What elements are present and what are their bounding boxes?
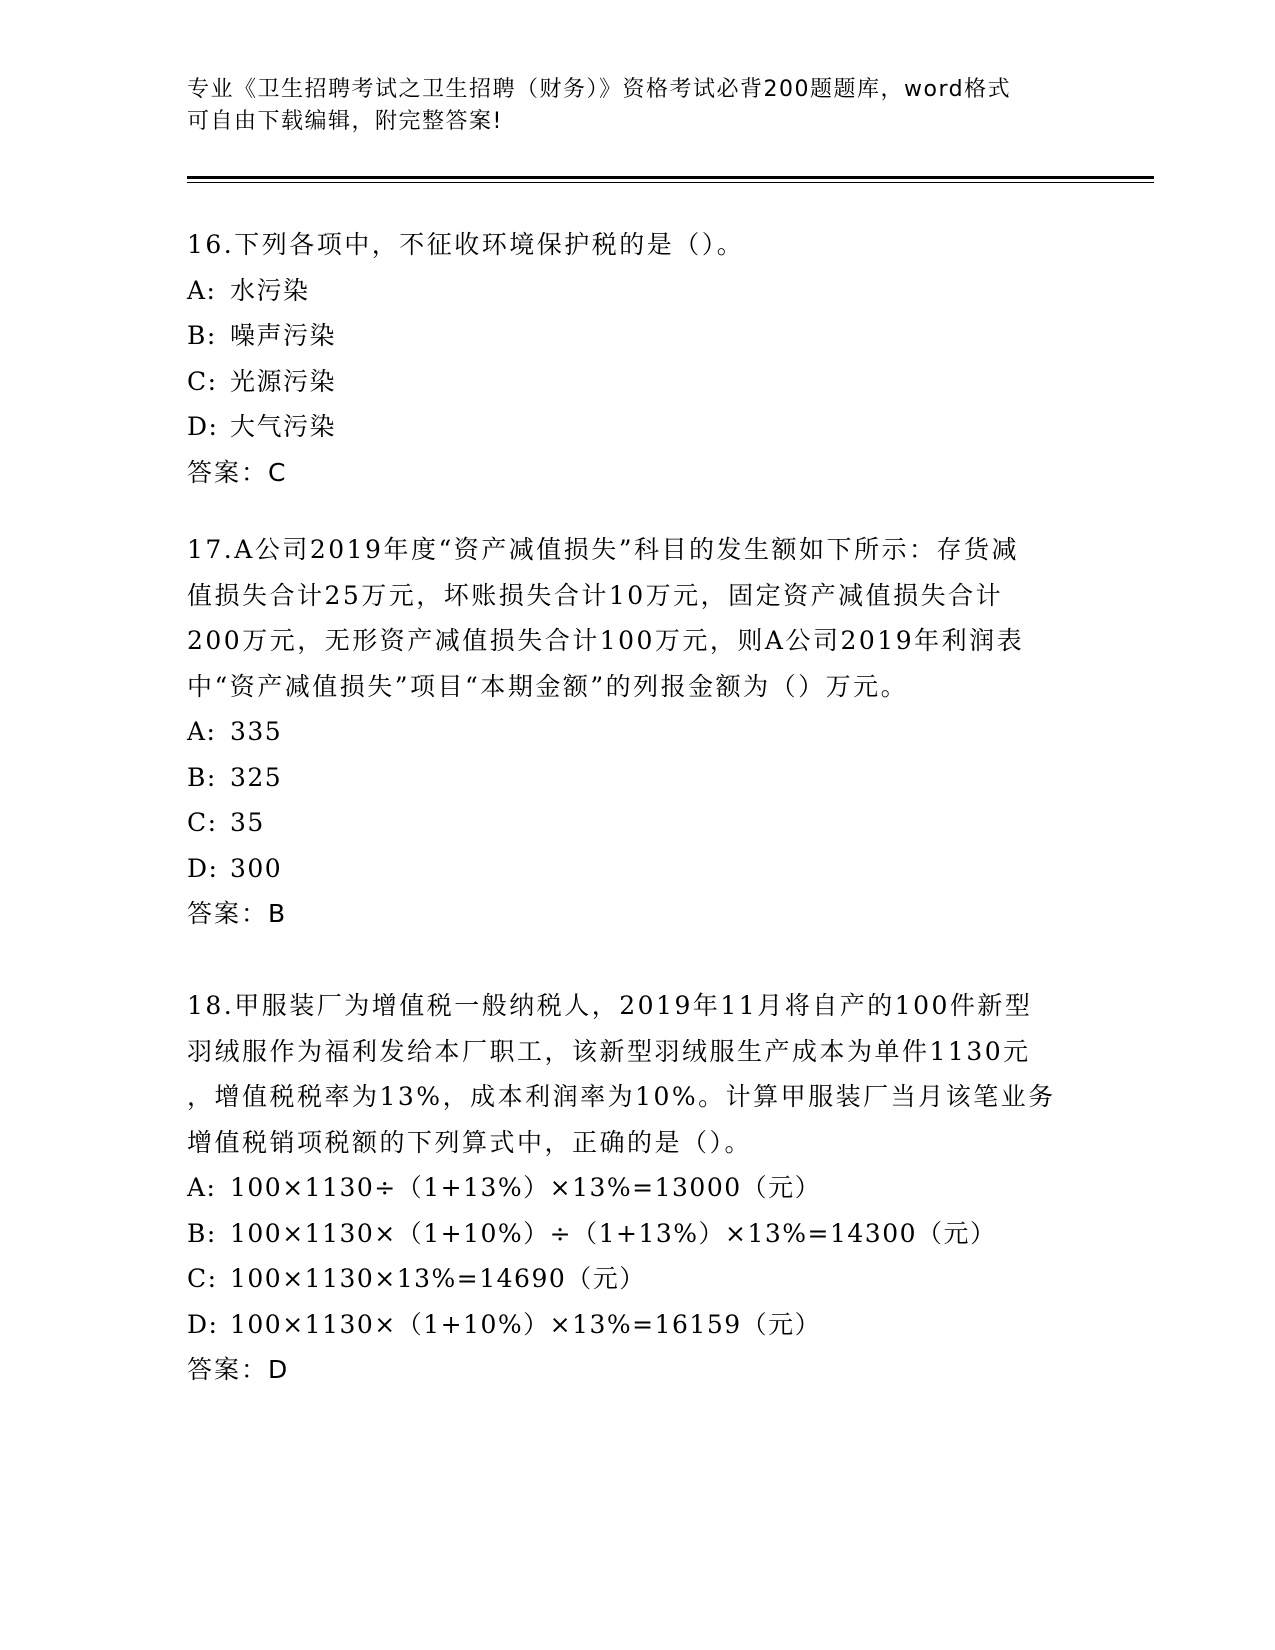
question-text-line: 羽绒服作为福利发给本厂职工，该新型羽绒服生产成本为单件1130元 <box>187 1036 1031 1066</box>
answer-line: 答案：B <box>187 899 288 928</box>
question-stem <box>187 222 1087 268</box>
option-b <box>187 313 1087 359</box>
question-text-line: 200万元，无形资产减值损失合计100万元，则A公司2019年利润表 <box>187 626 1025 655</box>
option-letter: A: <box>187 275 217 305</box>
document-header <box>187 74 1087 138</box>
question-18 <box>187 983 1087 1393</box>
option-text: 35 <box>230 808 265 837</box>
question-text-line: 中“资产减值损失”项目“本期金额”的列报金额为（）万元。 <box>187 671 909 701</box>
question-number: 17. <box>187 535 235 564</box>
question-text-line: ，增值税税率为13%，成本利润率为10%。计算甲服装厂当月该笔业务 <box>187 1082 1056 1111</box>
option-text: 325 <box>230 762 283 792</box>
option-a <box>187 268 1087 314</box>
option-text: 100×1130÷（1+13%）×13%=13000（元） <box>230 1173 822 1202</box>
header-line-1: 专业《卫生招聘考试之卫生招聘（财务）》资格考试必背200题题库，word格式 <box>187 77 1012 102</box>
option-letter: A: <box>187 717 217 746</box>
option-text: 大气污染 <box>230 412 337 441</box>
option-text: 水污染 <box>230 275 310 305</box>
option-text: 100×1130×13%=14690（元） <box>230 1264 646 1293</box>
question-17 <box>187 527 1087 937</box>
option-letter: C: <box>187 366 218 396</box>
option-d <box>187 846 1087 892</box>
option-letter: D: <box>187 412 219 441</box>
option-a <box>187 1165 1087 1211</box>
option-letter: D: <box>187 1309 219 1339</box>
option-letter: D: <box>187 853 219 883</box>
option-letter: C: <box>187 808 218 837</box>
question-text-line: 值损失合计25万元，坏账损失合计10万元，固定资产减值损失合计 <box>187 580 1004 610</box>
option-c <box>187 359 1087 405</box>
option-text: 300 <box>230 853 283 883</box>
option-a <box>187 709 1087 755</box>
option-c <box>187 800 1087 846</box>
option-letter: B: <box>187 1218 217 1248</box>
option-d <box>187 404 1087 450</box>
question-text-line: 甲服装厂为增值税一般纳税人，2019年11月将自产的100件新型 <box>234 991 1033 1020</box>
option-d <box>187 1302 1087 1348</box>
option-letter: C: <box>187 1264 218 1293</box>
answer-line: 答案：D <box>187 1355 290 1384</box>
option-c <box>187 1256 1087 1302</box>
answer-line: 答案：C <box>187 457 288 487</box>
question-16 <box>187 222 1087 495</box>
question-text-line: A公司2019年度“资产减值损失”科目的发生额如下所示：存货减 <box>234 535 1020 564</box>
option-text: 335 <box>230 717 283 746</box>
option-b <box>187 755 1087 801</box>
option-text: 噪声污染 <box>230 321 337 350</box>
question-text-line: 增值税销项税额的下列算式中，正确的是（）。 <box>187 1127 753 1157</box>
header-divider-thin <box>187 182 1154 183</box>
header-line-2: 可自由下载编辑，附完整答案! <box>187 109 503 134</box>
question-stem <box>187 527 1087 573</box>
header-divider-thick <box>187 176 1154 179</box>
question-stem <box>187 983 1087 1029</box>
question-text-line: 下列各项中，不征收环境保护税的是（）。 <box>234 230 745 259</box>
question-number: 16. <box>187 230 235 259</box>
option-text: 100×1130×（1+10%）×13%=16159（元） <box>230 1309 822 1339</box>
question-number: 18. <box>187 991 235 1020</box>
option-letter: B: <box>187 321 217 350</box>
option-text: 光源污染 <box>230 366 337 396</box>
option-text: 100×1130×（1+10%）÷（1+13%）×13%=14300（元） <box>230 1218 997 1248</box>
option-b <box>187 1211 1087 1257</box>
option-letter: B: <box>187 762 217 792</box>
option-letter: A: <box>187 1173 217 1202</box>
